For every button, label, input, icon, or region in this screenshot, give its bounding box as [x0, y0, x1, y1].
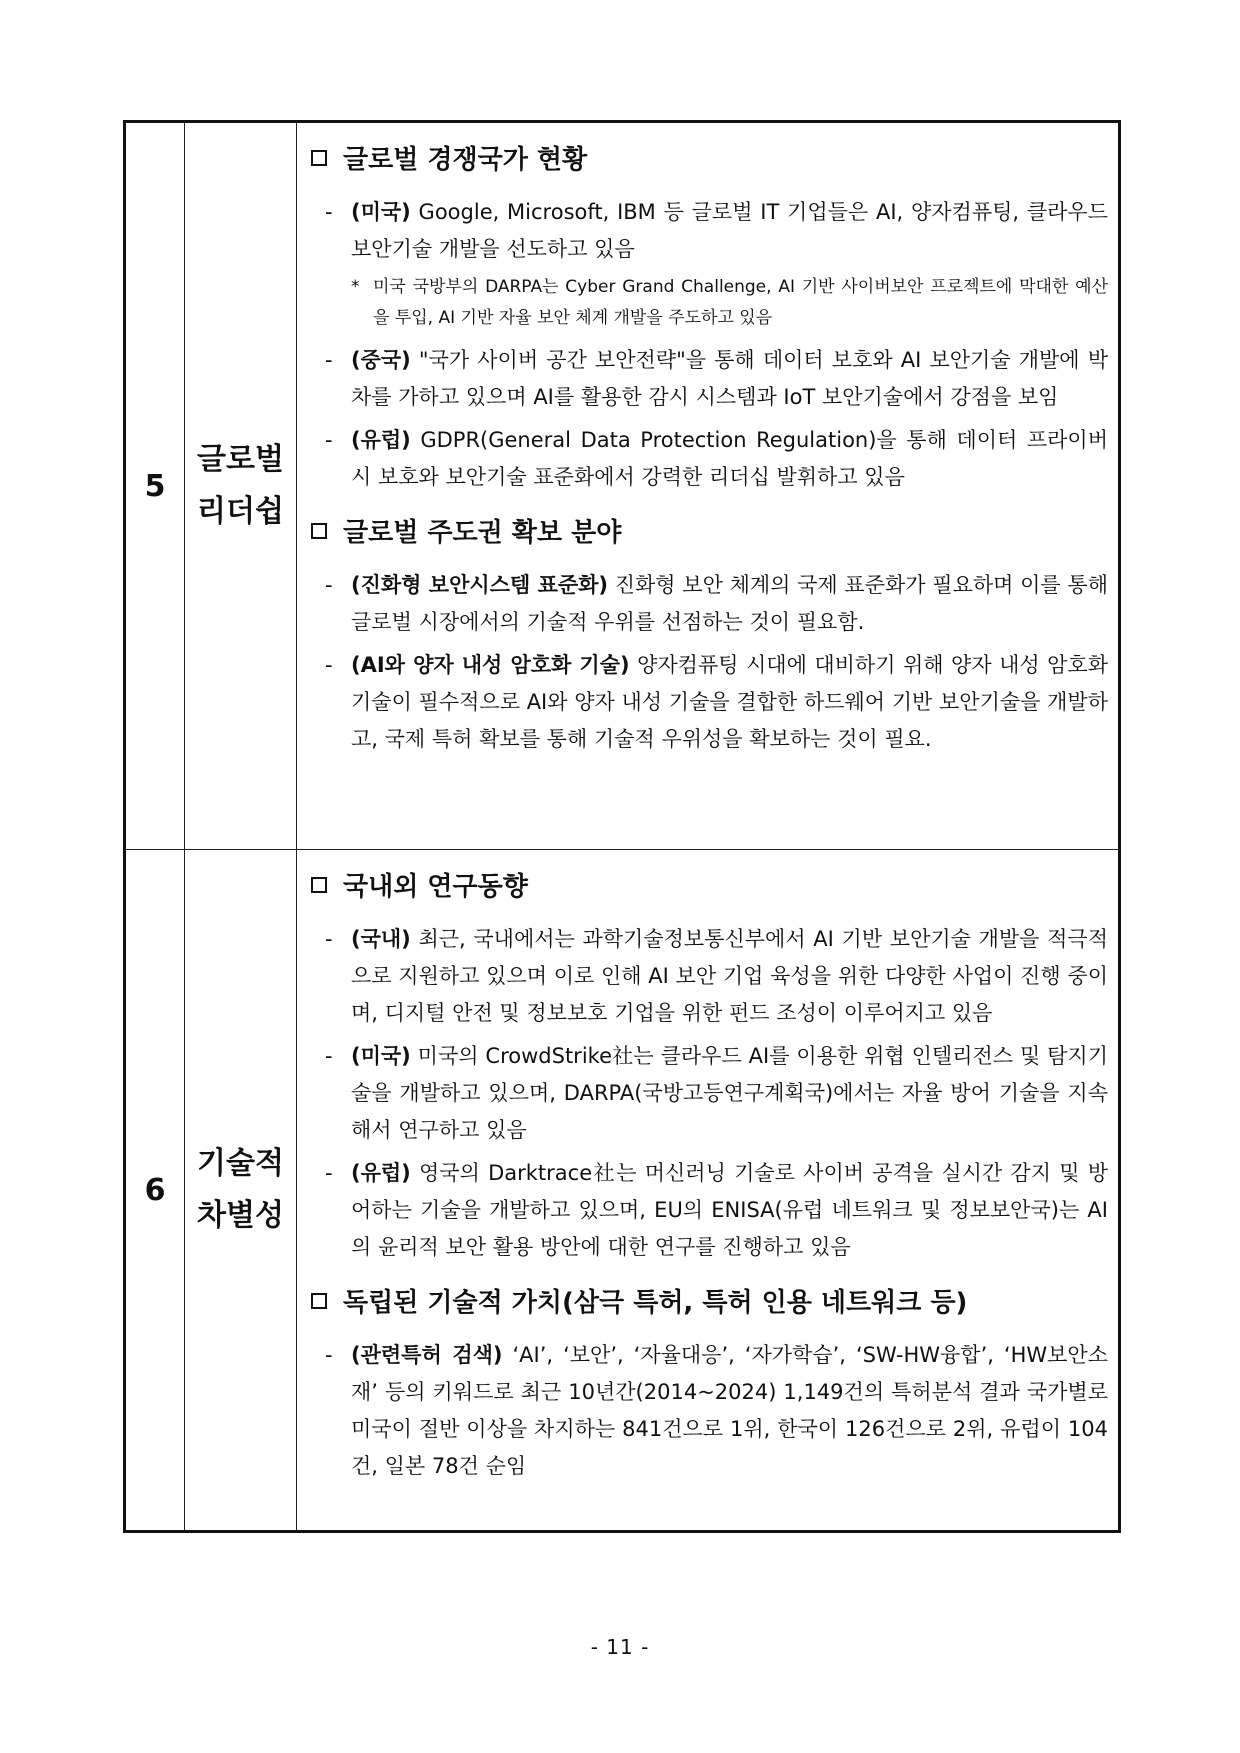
page-number: - 11 - [590, 1635, 650, 1659]
square-bullet-icon [311, 523, 327, 539]
row-number-text: 6 [144, 1172, 166, 1208]
bullet-item [311, 921, 1108, 1032]
category-line: 차별성 [197, 1198, 284, 1233]
square-bullet-icon [311, 1293, 327, 1309]
section-heading [311, 1282, 1108, 1319]
bullet-text: 미국의 CrowdStrike社는 클라우드 AI를 이용한 위협 인텔리전스 및 탐지기술을 개발하고 있으며, DARPA(국방고등연구계획국)에서는 자율 방어 기술을 지속해서 연구하고 있음 [351, 1044, 1108, 1142]
section-heading-text: 국내외 연구동향 [343, 872, 528, 902]
bullet-label: (AI와 양자 내성 암호화 기술) [351, 653, 630, 677]
section-heading [311, 866, 1108, 903]
bullet-label: (미국) [351, 1044, 411, 1068]
bullet-text: Google, Microsoft, IBM 등 글로벌 IT 기업들은 AI, 양자컴퓨팅, 클라우드 보안기술 개발을 선도하고 있음 [351, 200, 1108, 261]
section-heading-text: 독립된 기술적 가치(삼극 특허, 특허 인용 네트워크 등) [343, 1288, 968, 1318]
bullet-text: GDPR(General Data Protection Regulation)을 통해 데이터 프라이버시 보호와 보안기술 표준화에서 강력한 리더십 발휘하고 있음 [351, 428, 1108, 489]
dash-icon: - [325, 1044, 333, 1068]
row-number [125, 850, 185, 1532]
dash-icon: - [325, 1161, 333, 1185]
bullet-item [311, 342, 1108, 416]
bullet-label: (유럽) [351, 428, 411, 452]
bullet-text: 최근, 국내에서는 과학기술정보통신부에서 AI 기반 보안기술 개발을 적극적으로 지원하고 있으며 이로 인해 AI 보안 기업 육성을 위한 다양한 사업이 진행 중이며, 디지털 안전 및 정보보호 기업을 위한 펀드 조성이 이루어지고 있음 [351, 927, 1108, 1025]
row-content [297, 122, 1120, 850]
row-number-text: 5 [144, 468, 166, 504]
row-content [297, 850, 1120, 1532]
table-row [125, 122, 1120, 850]
asterisk-icon: * [351, 277, 360, 297]
category-line: 리더쉽 [197, 494, 284, 529]
dash-icon: - [325, 573, 333, 597]
bullet-label: (관련특허 검색) [351, 1343, 503, 1367]
row-number [125, 122, 185, 850]
bullet-item [311, 422, 1108, 496]
bullet-label: (유럽) [351, 1161, 411, 1185]
bullet-text: "국가 사이버 공간 보안전략"을 통해 데이터 보호와 AI 보안기술 개발에 박차를 가하고 있으며 AI를 활용한 감시 시스템과 IoT 보안기술에서 강점을 보임 [351, 348, 1108, 409]
bullet-text: 진화형 보안 체계의 국제 표준화가 필요하며 이를 통해 글로벌 시장에서의 기술적 우위를 선점하는 것이 필요함. [351, 573, 1108, 634]
bullet-text: 양자컴퓨팅 시대에 대비하기 위해 양자 내성 암호화 기술이 필수적으로 AI와 양자 내성 기술을 결합한 하드웨어 기반 보안기술을 개발하고, 국제 특허 확보를 통해 기술적 우위성을 확보하는 것이 필요. [351, 653, 1108, 751]
bullet-text: ‘AI’, ‘보안’, ‘자율대응’, ‘자가학습’, ‘SW-HW융합’, ‘HW보안소재’ 등의 키워드로 최근 10년간(2014~2024) 1,149건의 특허분석 결과 국가별로 미국이 절반 이상을 차지하는 841건으로 1위, 한국이 126건으로 2위, 유럽이 104건, 일본 78건 순임 [351, 1343, 1108, 1478]
bullet-label: (국내) [351, 927, 411, 951]
square-bullet-icon [311, 150, 327, 166]
section-heading-text: 글로벌 경쟁국가 현황 [343, 145, 588, 175]
dash-icon: - [325, 653, 333, 677]
table-row [125, 850, 1120, 1532]
bullet-text: 영국의 Darktrace社는 머신러닝 기술로 사이버 공격을 실시간 감지 및 방어하는 기술을 개발하고 있으며, EU의 ENISA(유럽 네트워크 및 정보보안국)는 AI의 윤리적 보안 활용 방안에 대한 연구를 진행하고 있음 [351, 1161, 1108, 1259]
bullet-label: (미국) [351, 200, 411, 224]
bullet-item [311, 647, 1108, 758]
row-category [185, 122, 297, 850]
bullet-label: (중국) [351, 348, 411, 372]
dash-icon: - [325, 428, 333, 452]
footnote-text: 미국 국방부의 DARPA는 Cyber Grand Challenge, AI 기반 사이버보안 프로젝트에 막대한 예산을 투입, AI 기반 자율 보안 체계 개발을 주도하고 있음 [373, 277, 1108, 328]
section-heading [311, 512, 1108, 549]
footnote [311, 272, 1108, 334]
bullet-item [311, 1337, 1108, 1485]
bullet-item [311, 1155, 1108, 1266]
dash-icon: - [325, 1343, 333, 1367]
bullet-item [311, 1038, 1108, 1149]
square-bullet-icon [311, 877, 327, 893]
content-table [123, 120, 1121, 1533]
bullet-item [311, 194, 1108, 268]
bullet-item [311, 567, 1108, 641]
section-heading [311, 139, 1108, 176]
section-heading-text: 글로벌 주도권 확보 분야 [343, 518, 622, 548]
dash-icon: - [325, 348, 333, 372]
row-category [185, 850, 297, 1532]
dash-icon: - [325, 200, 333, 224]
category-line: 기술적 [197, 1146, 284, 1181]
dash-icon: - [325, 927, 333, 951]
bullet-label: (진화형 보안시스템 표준화) [351, 573, 609, 597]
category-line: 글로벌 [197, 442, 284, 477]
